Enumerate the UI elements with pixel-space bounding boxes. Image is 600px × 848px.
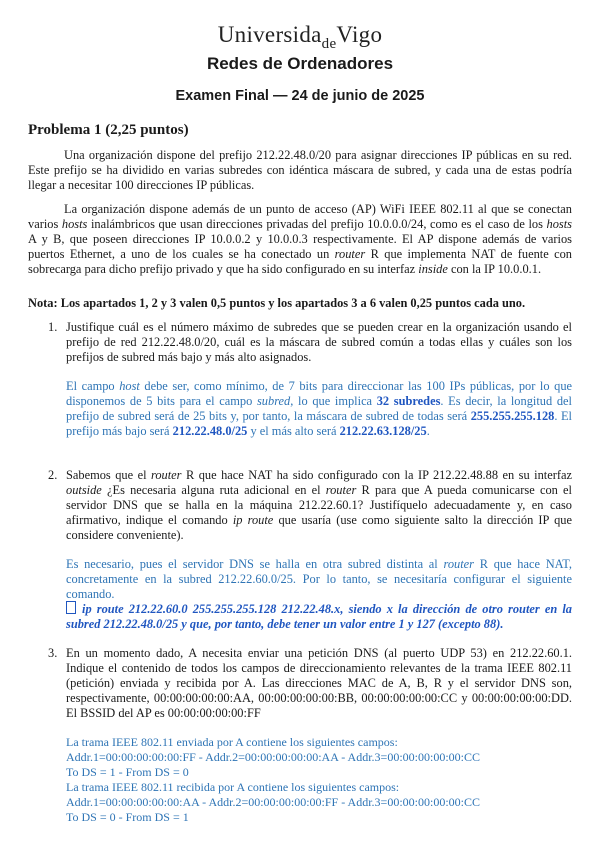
logo-text-main: Universida: [217, 22, 322, 47]
text-italic: router: [150, 468, 182, 482]
question-1-text: Justifique cuál es el número máximo de subredes que se pueden crear en la organización usando el prefijo de red 212.22.48.0/20, cuál es la máscara de subred común a todas ellas y cuáles son los prefijos de subred más bajo y más alto asignados.: [66, 320, 572, 364]
text-italic: router: [325, 483, 357, 497]
text: R que hace NAT, concretamente en la subred 212.22.60.0/25. Por lo tanto, se necesitaría configurar el siguiente comando.: [66, 557, 572, 601]
answer-1: [66, 379, 572, 439]
text: R que implementa NAT de fuente con sobrecarga para dicho prefijo privado y que ha sido configurado en su interfaz: [28, 247, 572, 276]
problem-title: Problema 1 (2,25 puntos): [28, 122, 189, 138]
text: La organización dispone además de un punto de acceso (AP) WiFi IEEE 802.11 al que se conectan varios: [28, 202, 572, 231]
text-bold: 32 subredes: [376, 394, 441, 408]
text-italic: ip route: [232, 513, 274, 527]
text: que usaría (use como siguiente salto la dirección IP que considere conveniente).: [66, 513, 572, 542]
answer-3: [66, 735, 572, 825]
text-bold: 212.22.48.0/25: [172, 424, 248, 438]
answer-2: [66, 557, 572, 602]
answer-2-command: [66, 601, 572, 632]
text: , lo que implica: [290, 394, 377, 408]
problem-paragraph-1: Una organización dispone del prefijo 212.22.48.0/20 para asignar direcciones IP públicas en su red. Este prefijo se ha dividido en varias subredes con idéntica máscara de subred, y cada una de estas podría llegar a necesitar 100 direcciones IP públicas.: [28, 148, 572, 192]
text: inalámbricos que usan direcciones privadas del prefijo 10.0.0.0/24, como es el caso de los: [87, 217, 547, 231]
text: debe ser, como mínimo, de 7 bits para direccionar las 100 IPs públicas, por lo que disponemos de 5 bits para el campo: [66, 379, 573, 408]
text: Es necesario, pues el servidor DNS se halla en otra subred distinta al: [66, 557, 444, 571]
answer-3-line-3: To DS = 1 - From DS = 0: [66, 765, 189, 779]
text: Sabemos que el: [66, 468, 151, 482]
answer-3-line-2: Addr.1=00:00:00:00:00:FF - Addr.2=00:00:00:00:00:AA - Addr.3=00:00:00:00:00:CC: [66, 750, 481, 764]
text: y el más alto será: [247, 424, 340, 438]
text-italic: outside: [66, 483, 102, 497]
checkbox-square-icon: [66, 601, 76, 614]
course-title: Redes de Ordenadores: [206, 54, 394, 73]
grading-note: Nota: Los apartados 1, 2 y 3 valen 0,5 puntos y los apartados 3 a 6 valen 0,25 puntos cada uno.: [28, 296, 526, 310]
text: . El prefijo más bajo será: [66, 409, 572, 438]
text: R para que A pueda comunicarse con el servidor DNS que se halla en la máquina 212.22.60.1? Justifíquelo adecuadamente y, en caso afirmativo, indique el comando: [66, 483, 572, 527]
text-bold: 255.255.255.128: [470, 409, 555, 423]
text-italic: router: [334, 247, 366, 261]
text: con la IP 10.0.0.1.: [447, 262, 542, 276]
university-logo: [0, 22, 600, 52]
answer-3-line-5: Addr.1=00:00:00:00:00:AA - Addr.2=00:00:00:00:00:FF - Addr.3=00:00:00:00:00:CC: [66, 795, 481, 809]
text-italic: subred: [256, 394, 291, 408]
text: El campo: [66, 379, 120, 393]
text-italic: hosts: [546, 217, 572, 231]
answer-3-line-4: La trama IEEE 802.11 recibida por A contiene los siguientes campos:: [66, 780, 400, 794]
problem-paragraph-2: [28, 202, 572, 277]
text-italic: router: [443, 557, 474, 571]
answer-3-line-6: To DS = 0 - From DS = 1: [66, 810, 189, 824]
text: .: [426, 424, 430, 438]
question-1-number: 1.: [48, 320, 58, 334]
text: ¿Es necesaria alguna ruta adicional en el: [101, 483, 326, 497]
question-3-number: 3.: [48, 646, 58, 660]
text: A y B, que poseen direcciones IP 10.0.0.2 y 10.0.0.3 respectivamente. El AP dispone además de varios puertos Ethernet, a uno de los cuales se ha conectado un: [28, 232, 572, 261]
text-italic: inside: [418, 262, 448, 276]
logo-text-end: Vigo: [336, 22, 383, 47]
exam-title: Examen Final — 24 de junio de 2025: [175, 88, 425, 104]
text-bold: 212.22.63.128/25: [339, 424, 427, 438]
answer-3-line-1: La trama IEEE 802.11 enviada por A contiene los siguientes campos:: [66, 735, 398, 749]
question-3-text: En un momento dado, A necesita enviar una petición DNS (al puerto UDP 53) en 212.22.60.1. Indique el contenido de todos los campos de direccionamiento relevantes de la trama IEEE 802.11 (petición) enviada y recibida por A. Las direcciones MAC de A, B, R y el servidor DNS son, respectivamente, 00:00:00:00:00:AA, 00:00:00:00:00:BB, 00:00:00:00:00:CC y 00:00:00:00:00:DD. El BSSID del AP es 00:00:00:00:00:FF: [66, 646, 572, 720]
text: . Es decir, la longitud del prefijo de subred será de 25 bits y, por tanto, la máscara de subred de todas será: [66, 394, 572, 423]
question-2-number: 2.: [48, 468, 58, 482]
question-2-text: [66, 468, 572, 543]
text-italic: host: [119, 379, 140, 393]
text: ip route 212.22.60.0 255.255.255.128 212.22.48.x, siendo x la dirección de otro router en la subred 212.22.48.0/25 y que, por tanto, debe tener un valor entre 1 y 127 (excepto 88).: [66, 602, 572, 631]
text-italic: hosts: [61, 217, 88, 231]
logo-text-de: de: [321, 36, 337, 52]
text: R que hace NAT ha sido configurado con la IP 212.22.48.88 en su interfaz: [181, 468, 572, 482]
